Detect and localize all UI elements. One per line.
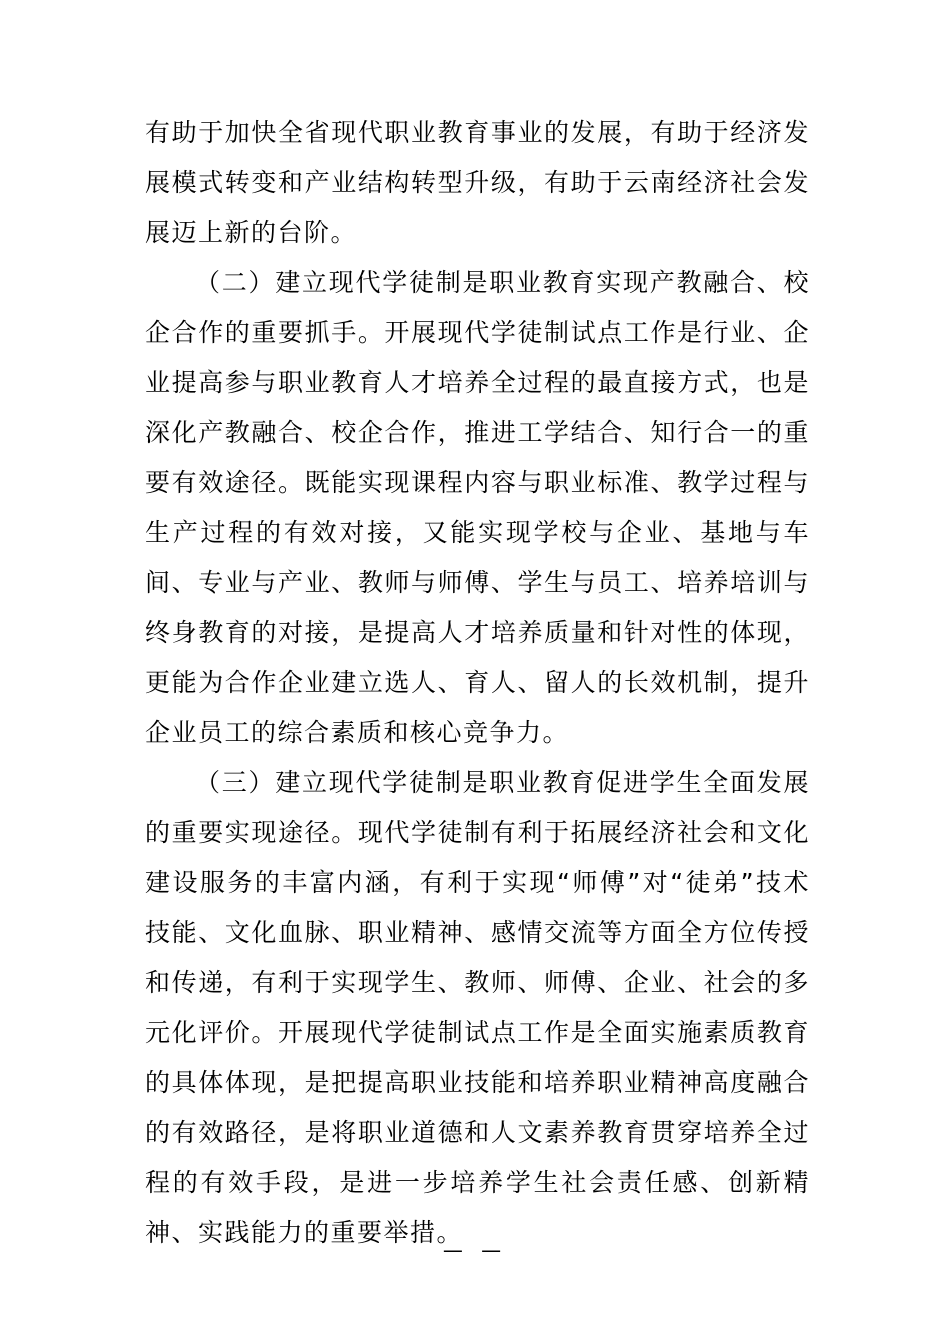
paragraph-continuation: 有助于加快全省现代职业教育事业的发展，有助于经济发展模式转变和产业结构转型升级，有助于云南经济社会发展迈上新的台阶。 <box>145 118 810 247</box>
document-body <box>145 108 810 1258</box>
page-number: — — <box>442 1238 508 1262</box>
paragraph-section-two: （二）建立现代学徒制是职业教育实现产教融合、校企合作的重要抓手。开展现代学徒制试点工作是行业、企业提高参与职业教育人才培养全过程的最直接方式，也是深化产教融合、校企合作，推进工学结合、知行合一的重要有效途径。既能实现课程内容与职业标准、教学过程与生产过程的有效对接，又能实现学校与企业、基地与车间、专业与产业、教师与师傅、学生与员工、培养培训与终身教育的对接，是提高人才培养质量和针对性的体现，更能为合作企业建立选人、育人、留人的长效机制，提升企业员工的综合素质和核心竞争力。 <box>145 268 810 747</box>
paragraph-section-three: （三）建立现代学徒制是职业教育促进学生全面发展的重要实现途径。现代学徒制有利于拓展经济社会和文化建设服务的丰富内涵，有利于实现“师傅”对“徒弟”技术技能、文化血脉、职业精神、感情交流等方面全方位传授和传递，有利于实现学生、教师、师傅、企业、社会的多元化评价。开展现代学徒制试点工作是全面实施素质教育的具体体现，是把提高职业技能和培养职业精神高度融合的有效路径，是将职业道德和人文素养教育贯穿培养全过程的有效手段，是进一步培养学生社会责任感、创新精神、实践能力的重要举措。 <box>145 768 810 1247</box>
